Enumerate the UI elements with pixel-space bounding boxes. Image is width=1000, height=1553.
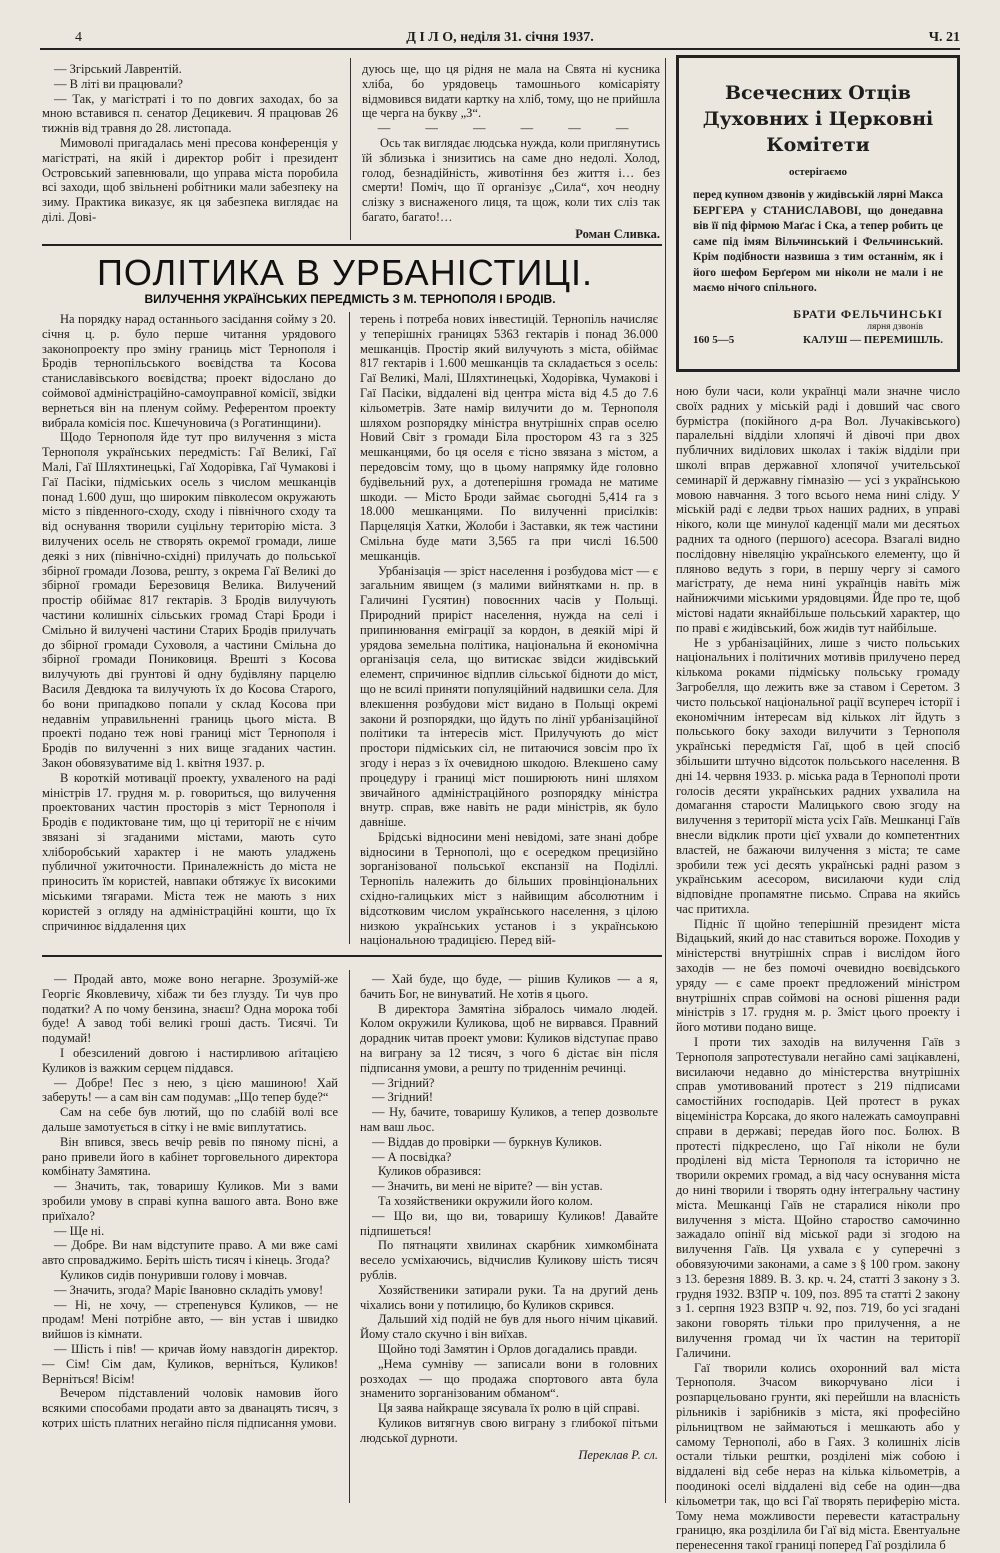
ad-heading: Всечесних Отців Духовних і Церковні Комітети [702, 82, 934, 156]
paragraph: — Значить, так, товаришу Куликов. Ми з вами зробили умову в справі купна вашого авта. Воно вже приїхало? [42, 1179, 338, 1223]
paragraph: Хозяйственики затирали руки. Та на другий день чіхались вони у потилицю, бо Куликов скрився. [360, 1282, 658, 1312]
author-signature: Роман Сливка. [575, 226, 660, 241]
article-subtitle: ВИЛУЧЕННЯ УКРАЇНСЬКИХ ПЕРЕДМІСТЬ З М. ТЕРНОПОЛЯ І БРОДІВ. [144, 292, 556, 306]
paragraph: В директора Замятіна зібралось чимало людей. Колом окружили Куликова, щоб не вирвався. Правний дорадник читав проект умови: Куликов відступає право на виграну за 12 тисяч, з чого 6 дістає він після підписання умови, а решту по триденнім речинці. [360, 1001, 658, 1075]
paragraph: „Нема сумніву — записали вони в головних розходах — що продажа спортового авта була знаменито зорганізованим обманом“. [360, 1356, 658, 1401]
story-column-2 [360, 972, 658, 1508]
paragraph: — А посвідка? [372, 1149, 452, 1164]
paragraph: І проти тих заходів на вилучення Гаїв з Тернополя запротестували негайно самі зацікавлені, висилаючи недавно до міністерства внутрішніх справ умотивований протест з 219 підписами самостійних господарів. Цей протест в руках віцеміністра Корсака, до якого належать самоуправні справи в державі; передав його пос. Болюх. В протесті підкреслено, що Гаї ніколи не були проділені від міста Тернополя та історично не творили окремих громад, а від часу оснування міста до нині творили і творять одну інтегральну частину міста. Мешканці Гаїв не старалися ніколи про вилучення з міста. Щойно староство самочинно зажадало опінії від міської ради зі згодою на вилучення Гаїв. Ця ухвала є у суперечні з обовязуючими законами, а саме з § 100 гром. закону з 13. березня 1889. В. З. кр. ч. 24, статті 3 закону з 3. грудня 1932. ВЗПР ч. 109, поз. 895 та статті 2 закону з 1. серпня 1923 ВЗПР ч. 92, поз. 719, бо усі згадані закони говорять тільки про прилучення, а не вилучення громад чи їх частин на території Галичини. [676, 1035, 960, 1360]
paragraph: — Добре! Пес з нею, з цією машиною! Хай заберуть! — а сам він сам подумав: „Що тепер буде?“ [42, 1075, 338, 1105]
ad-body: перед купном дзвонів у жидівській лярні Макса БЕРГЕРА у СТАНИСЛАВОВІ, що донедавна вів її під фірмою Маґас і Ска, а тепер робить це саме під імям Вільчинський і Фельчинський. Крім подібности назвиша з тим останнім, як і його шефом Берґером ми ніколи не мали і не маємо нічого спільного. [693, 189, 944, 294]
paragraph: — Добре. Ви нам відступите право. А ми вже самі авто спроваджимо. Беріть шість тисяч і кінець. Згода? [42, 1238, 338, 1268]
paragraph: — Що ви, що ви, товаришу Куликов! Давайте підпишеться! [360, 1208, 658, 1238]
issue-number: Ч. 21 [928, 30, 960, 45]
ad-cities: КАЛУШ — ПЕРЕМИШЛЬ. [803, 333, 943, 346]
paragraph: — Ще ні. [54, 1223, 105, 1238]
ad-footer [693, 334, 943, 346]
paragraph: Він впився, звесь вечір ревів по пяному пісні, а рано привели його в кабінет торговельного директора комбінату Замятина. [42, 1134, 338, 1179]
ad-brand-sub: лярня дзвонів [867, 321, 923, 332]
paragraph: — Значить, згода? Маріє Івановно складіть умову! [54, 1282, 324, 1297]
paragraph: Куликов витягнув свою виграну з глибокої пітьми людської дурноти. [360, 1415, 658, 1445]
top-left-column [42, 62, 338, 242]
paragraph: — Ну, бачите, товаришу Куликов, а тепер дозвольте нам ваш льос. [360, 1105, 658, 1134]
paragraph: — Шість і пів! — кричав йому навздогін директор. — Сім! Сім дам, Куликов, верніться, Куликов! Верніться! Вісім! [42, 1341, 338, 1386]
paragraph: Мимоволі пригадалась мені пресова конференція у магістраті, на якій і директор робіт і президент Островський запевнювали, що управа міста поробила всі заходи, щоб звільнені робітники мали забезпеку на зиму. Практика виказує, як ця забезпека виглядає на ділі. Дові- [42, 135, 338, 224]
paragraph: Ось так виглядає людська нужда, коли приглянутись їй зблизька і знизитись на саме дно недолі. Холод, голод, безнадійність, животіння без життя і… без смерти! Поміч, що її організує „Сила“, хоч неодну слізку з виснаженого лиця, та щож, коли тих сліз так багато, багато!… [362, 135, 660, 224]
paragraph: Ця заява найкраще зясувала їх ролю в цій справі. [378, 1401, 640, 1416]
ad-brand: БРАТИ ФЕЛЬЧИНСЬКІ [793, 306, 943, 321]
article-title: ПОЛІТИКА В УРБАНІСТИЦІ. [97, 252, 593, 293]
paragraph: — Продай авто, може воно негарне. Зрозумій-же Георгіє Яковлевичу, хібаж ти без глузду. Ти чув про податки? А по чому бензина, знаєш? Одна морока тобі буде! А завод тобі великі гроші дасть. Тисячі. Ти подумай! [42, 972, 338, 1046]
page-number: 4 [75, 30, 82, 45]
article-column-3 [676, 384, 960, 1553]
section-rule [42, 244, 662, 246]
paragraph: Вечером підставлений чоловік намовив його всякими способами продати авто за дванацять тисяч, з котрих шість платних негайно після підписання умови. [42, 1386, 338, 1430]
column-rule [665, 58, 666, 1503]
paragraph: Урбанізація — зріст населення і розбудова міст — є загальним явищем (з малими вийнятками н. пр. в Галичині Гусятин) повоєнних часів у Польщі. Природний приріст населення, нужда на селі і припинювання еміграції за кордон, в деякій мірі й урядова земельна політика, національна й економічна організація села, що витискає звідси жидівський елемент, спричинює відплив сільської бідноти до міст, що не всилі приняти популяційний надвишки села. Для влекшення розбудови міст видано в Польщі окремі закони й розпорядки, що йдуть по лінії урбанізаційної політики та інтересів міст. Прилучують до міст простори підміських сіл, не питаючися зовсім про їх згоду і нераз з їх очевидною шкодою. Влекшено саму процедуру і границі міст поширюють нині шляхом звичайного адміністраційного розпорядку міністра внутр. справ, вже навіть не ради міністрів, як було давніше. [360, 563, 658, 830]
masthead: Д І Л О, неділя 31. січня 1937. [406, 30, 594, 45]
paragraph: Куликов образився: [378, 1164, 482, 1179]
paragraph: Та хозяйственики окружили його колом. [378, 1193, 593, 1208]
paragraph: — Згірський Лаврентій. [54, 62, 182, 76]
top-mid-column [362, 62, 660, 242]
paragraph: Сам на себе був лютий, що по слабій волі все дальше замотується в сітку і не вміє виплутатись. [42, 1105, 338, 1134]
section-rule [42, 955, 662, 957]
paragraph: Щодо Тернополя йде тут про вилучення з міста Тернополя українських передмість: Гаї Великі, Гаї Малі, Гаї Шляхтинецькі, Гаї Ходорівка, Гаї Чумакові і Гаї Пасіки, підміських осель з числом мешканців понад 1.600 душ, що широким півколесом окружають місто з південного-сходу, сходу і північного сходу та від оснування творили суцільну територію міста. З вилучених осель не створять окремої громади, лише деякі з них (північно-східні) прилучать до польської збірної громади Лозова, решту, з окрема Гаї Великі до збірної громади Березовиця Велика. Вилучений простір обіймає 817 гектарів. З Бродів вилучують частини колишніх сільських громад Старі Броди і Смільно й вилучені частини Старих Бродів прилучать до збірної громади Суховоля, а частини Смільна до збірної громади Пониковиця. Врешті з Косова вилучують дві грунтові й одну будівляну парцелю Василя Девдюка та вилучують їх до Косова Старого, бо вони припадково попали у склад Косова при недавнім управильненні границь цього міста. В проекті подано теж нові границі міст Тернополя і Бродів по вилученні з них вище згаданих частин. Закон обовязуватиме від 1. квітня 1937. р. [42, 430, 336, 770]
paragraph: дуюсь ще, що ця рідня не мала на Свята ні кусника хліба, бо урядовець тамошнього комісаріяту відмовився видати картку на хліб, тому, що не прийшла ще черга на букву „З“. [362, 62, 660, 121]
paragraph: — Значить, ви мені не вірите? — він устав. [372, 1179, 603, 1194]
paragraph: — Згідний! [372, 1090, 434, 1105]
separator-dashes: — — — — — — [377, 121, 645, 136]
paragraph: Гаї творили колись охоронний вал міста Тернополя. Зчасом викорчувано ліси і розпарцельовано грунти, які перейшли на власність рільників і зарібників з міста, які професійно рільництвом не займаються і мешкають або у самому Тернополі, або в Гаях. З колишніх лісів остали тільки рештки, розділені між собою і віддалені від себе нераз на кілька кільометрів, а поодинокі оселі віддалені від себе на один—два кільометри так, що всі Гаї творять периферію міста. Тому нема можливости перевести катастральну границю, яка розділила би Гаї від міста. Евентуальне перенесення такої границі поперед Гаї розділила б [676, 1360, 960, 1553]
paragraph: — Віддав до провірки — буркнув Куликов. [372, 1134, 602, 1149]
ad-code: 160 5—5 [693, 333, 735, 346]
ad-warning: остерігаємо [789, 166, 847, 178]
column-rule [349, 970, 350, 1503]
paragraph: терень і потреба нових інвестицій. Тернопіль начисляє у теперішніх границях 5363 гектарів і понад 36.000 мешканців. Простір який вилучують з міста, обіймає 817 гектарів і 1.600 мешканців та складається з осель: Гаї Великі, Малі, Шляхтинецькі, Ходорівка, Чумакові і Гаї Пасіки, віддалені від центра міста від 4.5 до 7.6 кільометрів. Зате намір вилучити до м. Тернополя шляхом розпорядку міністра внутрішніх справ оселю Новий Світ з громади Біла простором 43 га з 325 мешканцями, бо ця оселя є тісно звязана з містом, а передовсім тому, що в цьому напрямку йде головно будівельний рух, а дотеперішня громада не матиме шкоди. — Місто Броди займає сьогодні 5,414 га з 18.000 мешканцями. По вилученні присілків: Парцеляція Хатки, Жолоби і Заставки, як теж частини Смільна буде мати 3,565 га при числі 16.500 мешканців. [360, 312, 658, 563]
paragraph: Не з урбанізаційних, лише з чисто польських національних і політичних мотивів прилучено перед кількома роками підміську польську громаду Загробелля, що лежить вже за ставом і Серетом. З чисто польської національної рації всупереч історії і економічним інтересам від кількох літ йдуть з польського боку заходи вилучити з Тернополя українські передмістя Гаї, щоб в цей спосіб збільшити штучно відсоток польського населення. В дні 14. червня 1933. р. міська рада в Тернополі проти голосів десяти українських радних ухвалила на домагання старости Малицького свою згоду на вилучення з території міста усіх Гаїв. Мешканці Гаїв внесли відклик проти цієї ухвали до компетентних властей, не бажаючи вилучення з міста; те саме зробили теж усі десять українські радні разом з українським асесором, висилаючи куди слід відповідне пропамятне письмо. Справа на якийсь час притихла. [676, 635, 960, 916]
paragraph: — Ні, не хочу, — стрепенувся Куликов, — не продам! Мені потрібне авто, — він устав і швидко вийшов із кімнати. [42, 1297, 338, 1342]
paragraph: Дальший хід подій не був для нього нічим цікавий. Йому стало скучно і він виїхав. [360, 1312, 658, 1342]
paragraph: — Хай буде, що буде, — рішив Куликов — а я, бачить Бог, не винуватий. Не хотів я цього. [360, 972, 658, 1001]
paragraph: ною були часи, коли українці мали значне число своїх радних у міській раді і довший час свого бурмістра (покійного д-ра Вол. Лучаківського) паралельні відділи хлопячі й дівочі при двох публичних виділових школах і такіж відділи при школі вправ державної хлопячої учительської семинарії й державну гімназію — усі з українською мовою навчання. З того всього нема нині сліду. У міській раді є ледви трьох наших радних, в управі нікого, коли ще минулої каденції мали ми десятьох радних та одного (першого) асесора. Взагалі видно послідовну нівеляцію українського елементу, що й пляново ведуть з гори, в першу чергу зі самого магістрату, де нема нині українців навіть між найнижчими міськими урядовцями. Йде про те, щоб містові надати якнайбільше польський характер, що по праві є жидівський, бож жидів тут найбільше. [676, 384, 960, 635]
paragraph: І обезсилений довгою і настирливою аґітацією Куликов із важким серцем піддався. [42, 1045, 338, 1075]
paragraph: По пятнацяти хвилинах скарбник химкомбіната весело усміхаючись, відчислив Куликову шість тисяч рублів. [360, 1238, 658, 1282]
story-column-1 [42, 972, 338, 1508]
paragraph: Куликов сидів понуривши голову і мовчав. [60, 1267, 288, 1282]
paragraph: — В літі ви працювали? [54, 76, 183, 91]
column-rule [349, 312, 350, 944]
translator-signature: Переклав Р. сл. [578, 1447, 658, 1462]
paragraph: Щойно тоді Замятин і Орлов догадались правди. [378, 1341, 638, 1356]
paragraph: Брідські відносини мені невідомі, зате знані добре відносини в Тернополі, що є осередком прецизійно зорганізованої польської експанзії на Поділлі. Тернопіль належить до більших провінціональних східно-галицьких міст з найвищим абсолютним і відсотковим числом українського населення, з цілою низкою українських установ і з українською національною традицією. Перед вій- [360, 829, 658, 948]
article-column-2 [360, 312, 658, 948]
paragraph: — Так, у магістраті і то по довгих заходах, бо за мною вставився п. сенатор Децикевич. Я працював 26 тижнів від травня до 28. листопада. [42, 91, 338, 136]
column-rule [350, 58, 351, 240]
article-column-1 [42, 312, 336, 944]
advertisement-box [676, 55, 960, 372]
paragraph: — Згідний? [372, 1075, 435, 1090]
paragraph: Підніс її щойно теперішній президент міста Відацький, який до нас ставиться вороже. Походив у міністерстві внутрішніх справ і вислідом його заходів — не без помочі очевидно воєвідського уряду — є саме проект предложений міністром внутрішніх справ соймові на основі рішення ради міністрів з 17. грудня м. р. Зміст цього проекту і його мотиви подано вище. [676, 916, 960, 1035]
paragraph: На порядку нарад останнього засідання сойму з 20. січня ц. р. було перше читання урядового законопроекту про зміну границь міст Тернополя і Бродів тернопільського воєвідства та Косова станиславівського воєвідства; проект відослано до соймової адміністраційно-самоуправної комісії, звідки вернеться він на пленум сойму. Референтом проекту вибрала комісія пос. Кшечуновича (з Рогатинщини). [42, 312, 336, 430]
paragraph: В короткій мотивації проекту, ухваленого на раді міністрів 17. грудня м. р. говориться, що вилучення проектованих частин просторів з міст Тернополя і Бродів є подиктоване тим, що ці території не є нічим звязані зі згаданими містами, мають суто хліборобський характер і не мають уладжень публичної ужиточности. Приналежність до міста не приносить їм користей, навпаки обтяжує їх високими міськими тягарами. Міста теж не мають з них користей з огляду на адміністраційні кошти, що їх спричинює віддалення цих [42, 770, 336, 933]
page-header [40, 26, 960, 50]
